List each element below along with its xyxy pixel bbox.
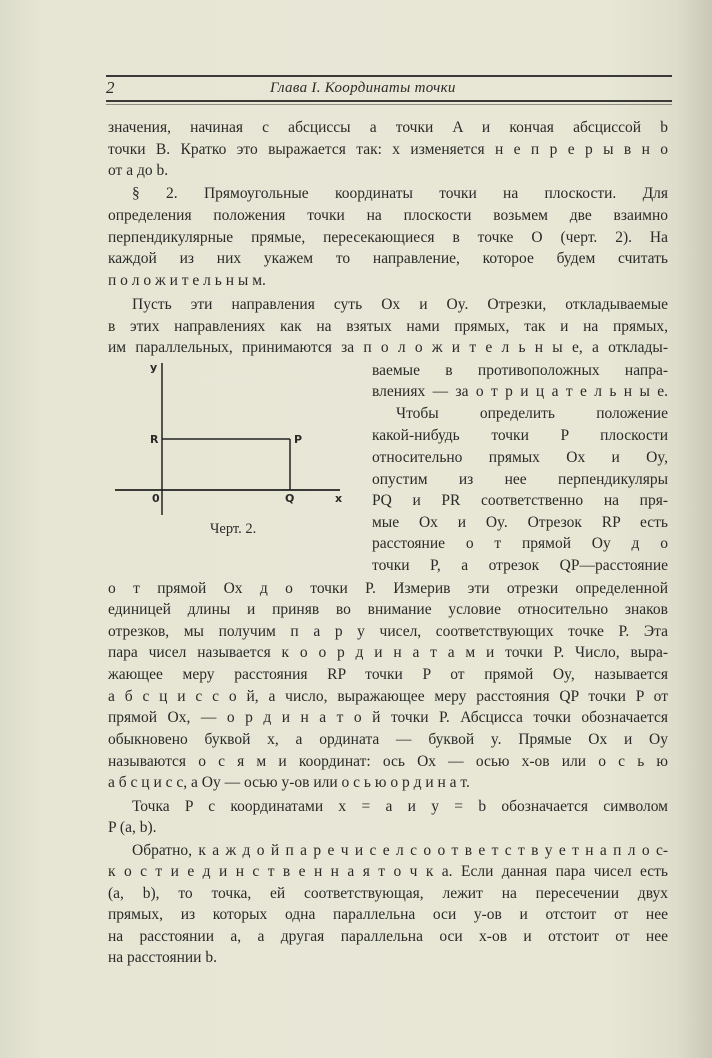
label-O: 0 <box>152 492 160 505</box>
text-line: им параллельных, принимаются за п о л о ж и т е л ь н ы е, а отклады- <box>108 339 668 356</box>
text-line: а б с ц и с с о й, а число, выражающее меру расстояния QP точки P от <box>108 688 668 705</box>
text-line: ваемые в противоположных напра- <box>372 362 668 379</box>
text-line: п о л о ж и т е л ь н ы м. <box>108 272 266 289</box>
text-line: пара чисел называется к о о р д и н а т а м и точки P. Число, выра- <box>108 644 668 661</box>
text-line: от a до b. <box>108 162 169 179</box>
text-line: перпендикулярные прямые, пересекающиеся в точке O (черт. 2). На <box>108 229 668 246</box>
text-line: отрезков, мы получим п а р у чисел, соответствующих точке P. Эта <box>108 623 668 640</box>
text-line: мые Ox и Oy. Отрезок RP есть <box>372 514 668 531</box>
text-line: относительно прямых Ox и Oy, <box>372 449 668 466</box>
text-line: к о с т и е д и н с т в е н н а я т о ч к а. Если данная пара чисел есть <box>108 863 668 880</box>
header-bottom-rule <box>106 100 672 102</box>
text-line: P (a, b). <box>108 819 157 836</box>
figure-caption: Черт. 2. <box>210 521 257 537</box>
text-line: а б с ц и с с, а Oy — осью y-ов или о с ь ю о р д и н а т. <box>108 774 470 791</box>
text-line: Чтобы определить положение <box>396 405 668 422</box>
text-line: Обратно, к а ж д о й п а р е ч и с е л с о о т в е т с т в у е т н а п л о с- <box>132 842 668 859</box>
label-R: R <box>150 433 159 446</box>
text-line: значения, начиная с абсциссы a точки A и кончая абсциссой b <box>108 119 668 136</box>
label-Q: Q <box>285 492 295 505</box>
header-bottom-rule-thin <box>106 104 672 105</box>
text-line: влениях — за о т р и ц а т е л ь н ы е. <box>372 383 668 400</box>
text-line: какой-нибудь точки P плоскости <box>372 427 668 444</box>
page-number: 2 <box>106 78 115 97</box>
text-line: жающее меру расстояния RP точки P от прямой Oy, называется <box>108 666 668 683</box>
label-y: y <box>150 361 158 374</box>
text-line: PQ и PR соответственно на пря- <box>372 492 668 509</box>
text-line: прямых, из которых одна параллельна оси y-ов и отстоит от нее <box>108 906 668 923</box>
label-P: P <box>294 433 303 446</box>
header-top-rule <box>106 75 672 77</box>
text-line: единицей длины и приняв во внимание условие относительно знаков <box>108 601 668 618</box>
text-line: на расстоянии b. <box>108 949 217 966</box>
text-line: расстояние о т прямой Oy д о <box>372 535 668 552</box>
figure-coordinate-diagram <box>105 355 345 515</box>
label-x: x <box>335 492 343 505</box>
text-line: (a, b), то точка, ей соответствующая, лежит на пересечении двух <box>108 885 668 902</box>
text-line: Пусть эти направления суть Ox и Oy. Отрезки, откладываемые <box>132 296 668 313</box>
text-line: на расстоянии a, а другая параллельна оси x-ов и отстоит от нее <box>108 928 668 945</box>
text-line: опустим из нее перпендикуляры <box>372 471 668 488</box>
running-title: Глава I. Координаты точки <box>270 80 456 96</box>
text-line: каждой из них укажем то направление, которое будем считать <box>108 250 668 267</box>
text-line: § 2. Прямоугольные координаты точки на плоскости. Для <box>132 185 668 202</box>
coordinate-axes-drawing <box>105 355 345 515</box>
text-line: прямой Ox, — о р д и н а т о й точки P. Абсцисса точки обозначается <box>108 709 668 726</box>
text-line: в этих направлениях как на взятых нами прямых, так и на прямых, <box>108 318 668 335</box>
text-line: точки B. Кратко это выражается так: x изменяется н е п р е р ы в н о <box>108 141 668 158</box>
text-line: определения положения точки на плоскости возьмем две взаимно <box>108 207 668 224</box>
text-line: обыкновено буквой x, а ордината — буквой y. Прямые Ox и Oy <box>108 731 668 748</box>
text-line: о т прямой Ox д о точки P. Измерив эти отрезки определенной <box>108 580 668 597</box>
text-line: точки P, а отрезок QP—расстояние <box>372 557 668 574</box>
text-line: называются о с я м и координат: ось Ox — осью x-ов или о с ь ю <box>108 753 668 770</box>
text-line: Точка P с координатами x = a и y = b обозначается символом <box>132 798 668 815</box>
